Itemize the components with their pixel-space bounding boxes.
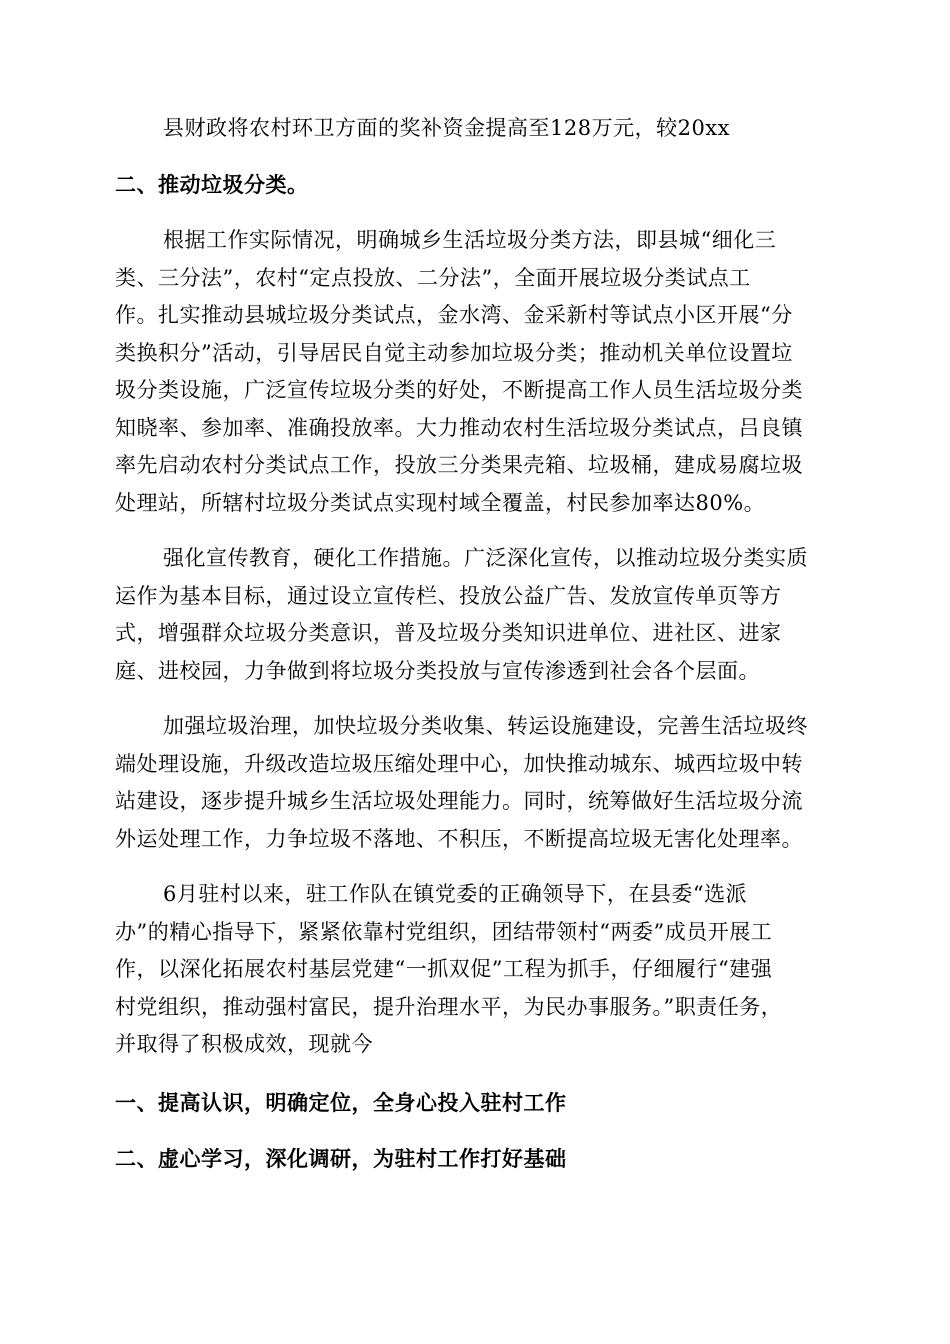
heading-text: 二、推动垃圾分类。 [115,172,309,197]
section-heading [115,166,835,204]
section-heading [115,1084,835,1122]
text-line: 村党组织，推动强村富民，提升治理水平，为民办事服务。”职责任务， [115,994,783,1019]
text-line: 强化宣传教育，硬化工作措施。广泛深化宣传，以推动垃圾分类实质 [163,546,808,570]
section-heading [115,1140,835,1178]
intro-paragraph [115,110,835,148]
text-line: 办”的精心指导下，紧紧依靠村党组织，团结带领村“两委”成员开展工 [115,919,773,944]
text-line: 站建设，逐步提升城乡生活垃圾处理能力。同时，统筹做好生活垃圾分流 [115,789,803,813]
heading-text: 二、虚心学习，深化调研，为驻村工作打好基础 [115,1146,567,1171]
text-line: 并取得了积极成效，现就今 [115,1032,373,1056]
text-line: 加强垃圾治理，加快垃圾分类收集、转运设施建设，完善生活垃圾终 [163,714,808,738]
text-line: 率先启动农村分类试点工作，投放三分类果壳箱、垃圾桶，建成易腐垃圾 [115,453,803,477]
text-line: 作，以深化拓展农村基层党建“一抓双促”工程为抓手，仔细履行“建强 [115,957,773,981]
text-line: 圾分类设施，广泛宣传垃圾分类的好处，不断提高工作人员生活垃圾分类 [115,378,803,402]
text-line: 县财政将农村环卫方面的奖补资金提高至128万元，较20xx [163,116,730,140]
text-line: 庭、进校园，力争做到将垃圾分类投放与宣传渗透到社会各个层面。 [115,658,760,683]
text-line: 类、三分法”，农村“定点投放、二分法”，全面开展垃圾分类试点工 [115,265,751,290]
paragraph-village-work [115,876,835,1064]
text-line: 端处理设施，升级改造垃圾压缩处理中心，加快推动城东、城西垃圾中转 [115,751,803,776]
text-line: 运作为基本目标，通过设立宣传栏、投放公益广告、发放宣传单页等方 [115,583,782,608]
text-line: 根据工作实际情况，明确城乡生活垃圾分类方法，即县城“细化三 [163,228,777,252]
text-line: 6月驻村以来，驻工作队在镇党委的正确领导下，在县委“选派 [163,882,748,906]
heading-text: 一、提高认识，明确定位，全身心投入驻村工作 [115,1090,567,1115]
text-line: 处理站，所辖村垃圾分类试点实现村域全覆盖，村民参加率达80%。 [115,490,766,515]
paragraph-garbage-treatment [115,708,835,858]
text-line: 类换积分”活动，引导居民自觉主动参加垃圾分类；推动机关单位设置垃 [115,340,793,365]
text-line: 知晓率、参加率、准确投放率。大力推动农村生活垃圾分类试点，吕良镇 [115,415,803,440]
text-line: 作。扎实推动县城垃圾分类试点，金水湾、金采新村等试点小区开展“分 [115,303,793,327]
paragraph-garbage-classification-method [115,222,835,522]
paragraph-publicity-education [115,540,835,690]
text-line: 外运处理工作，力争垃圾不落地、不积压，不断提高垃圾无害化处理率。 [115,826,803,851]
text-line: 式，增强群众垃圾分类意识，普及垃圾分类知识进单位、进社区、进家 [115,621,782,645]
